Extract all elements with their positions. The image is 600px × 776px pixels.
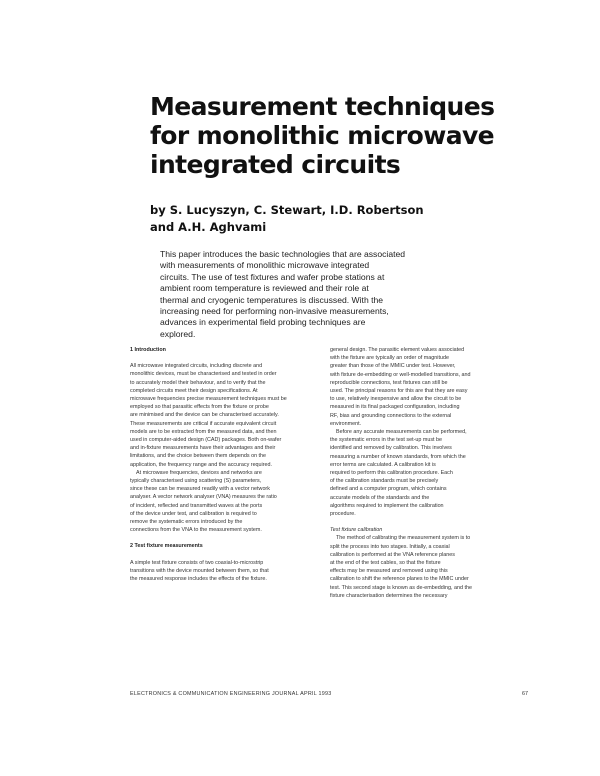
paragraph-gap [330,518,528,526]
body-line: measuring a number of known standards, from which the [330,453,466,460]
body-line: of incident, reflected and transmitted waves at the ports [130,502,263,509]
body-line: limitations, and the choice between them depends on the [130,453,267,460]
body-line: calibration to shift the reference planes to the MMIC under [330,576,469,583]
body-line: at the end of the test cables, so that the fixture [330,560,441,567]
abstract-line: advances in experimental field probing techniques are [160,317,366,328]
body-line: fixture characterisation determines the necessary [330,592,448,599]
body-line: since these can be measured readily with a vector network [130,486,270,493]
author-byline [150,202,480,236]
body-line: general design. The parasitic element values associated [330,347,465,353]
author-line: by S. Lucyszyn, C. Stewart, I.D. Robertson [150,203,424,217]
body-line: split the process into two stages. Initially, a coaxial [330,543,450,550]
title-line: Measurement techniques [150,92,495,121]
body-line: used in computer-aided design (CAD) packages. Both on-wafer [130,437,282,444]
body-line: and in-fixture measurements have their advantages and their [130,445,276,452]
body-column-left [130,346,322,583]
body-line: A simple test fixture consists of two coaxial-to-microstrip [130,559,264,566]
body-line: accurate models of the standards and the [330,494,430,501]
body-line: monolithic devices, must be characterised and tested in order [130,371,277,378]
body-line: to use, relatively inexpensive and allow the circuit to be [330,396,462,403]
body-line: These measurements are critical if accurate equivalent circuit [130,420,277,427]
section-heading-introduction: 1 Introduction [130,347,166,353]
body-line: required to perform this calibration procedure. Each [330,470,453,477]
body-line: typically characterised using scattering (S) parameters, [130,478,262,485]
page-footer [130,690,528,699]
body-line: employed so that parasitic effects from the fixture or probe [130,404,269,411]
abstract-line: with measurements of monolithic microwave integrated [160,260,370,271]
right-paragraph-3 [330,534,528,600]
abstract-line: This paper introduces the basic technologies that are associated [160,249,406,259]
body-line: application, the frequency range and the accuracy required. [130,461,273,468]
body-line: measured in its final packaged configuration, including [330,404,460,411]
paragraph-gap [130,534,322,542]
right-paragraph-2 [330,428,528,518]
body-line: identified and removed by calibration. This involves [330,445,452,452]
body-line: procedure. [330,511,356,518]
title-line: for monolithic microwave [150,121,495,150]
body-line: error terms are calculated. A calibration kit is [330,461,436,468]
body-line: reproducible connections, test fixtures can still be [330,379,448,386]
title-line: integrated circuits [150,150,401,179]
body-line: with the fixture are typically an order of magnitude [330,355,449,362]
article-title [150,92,550,179]
body-line: environment. [330,420,362,427]
body-line: the measured response includes the effects of the fixture. [130,576,267,583]
abstract-line: circuits. The use of test fixtures and wafer probe stations at [160,271,385,282]
body-line: calibration is performed at the VNA reference planes [330,551,455,558]
body-line: defined and a computer program, which contains [330,486,447,493]
body-line: Before any accurate measurements can be performed, [336,429,467,436]
body-line: The method of calibrating the measurement system is to [336,535,471,542]
body-column-right [330,346,528,600]
body-line: models are to be extracted from the measured data, and then [130,428,277,435]
body-line: microwave frequencies precise measurement techniques must be [130,396,287,403]
introduction-paragraph-2 [130,469,322,535]
right-paragraph-1 [330,346,528,428]
body-line: transitions with the device mounted between them, so that [130,567,269,574]
abstract-line: thermal and cryogenic temperatures is discussed. With the [160,294,384,305]
body-line: remove the systematic errors introduced by the [130,519,243,526]
paragraph-gap [130,354,322,362]
body-line: At microwave frequencies, devices and networks are [136,469,262,476]
body-line: greater than those of the MMIC under test. However, [330,363,456,370]
body-line: the systematic errors in the test set-up must be [330,437,443,444]
author-line: and A.H. Aghvami [150,220,267,234]
abstract-line: explored. [160,328,196,339]
body-line: used. The principal reasons for this are that they are easy [330,388,468,395]
body-line: of the calibration standards must be precisely [330,478,439,485]
abstract [160,249,460,340]
section-heading-test-fixture: 2 Test fixture measurements [130,543,203,550]
body-line: of the device under test, and calibration is required to [130,510,257,517]
abstract-line: increasing need for performing non-invasive measurements, [160,306,389,317]
body-line: effects may be measured and removed using this [330,568,448,575]
subsection-heading: Test fixture calibration [330,527,383,534]
body-line: completed circuits meet their design specifications. At [130,387,258,394]
journal-line: ELECTRONICS & COMMUNICATION ENGINEERING JOURNAL APRIL 1993 [130,691,332,697]
paragraph-gap [130,551,322,559]
body-line: All microwave integrated circuits, including discrete and [130,363,263,370]
page-number: 67 [522,691,528,697]
introduction-paragraph-1 [130,362,322,469]
body-line: with fixture de-embedding or well-modelled transitions, and [330,371,471,378]
body-line: analyser. A vector network analyser (VNA) measures the ratio [130,494,277,501]
test-fixture-paragraph-1 [130,559,322,584]
body-line: algorithms required to implement the calibration [330,502,444,509]
body-line: test. This second stage is known as de-embedding, and the [330,584,472,591]
body-line: to accurately model their behaviour, and to verify that the [130,379,266,386]
body-line: RF, bias and grounding connections to the external [330,412,452,419]
body-line: are minimised and the device can be characterised accurately. [130,412,279,419]
body-line: connections from the VNA to the measurement system. [130,527,262,534]
abstract-line: ambient room temperature is reviewed and their role at [160,283,369,294]
